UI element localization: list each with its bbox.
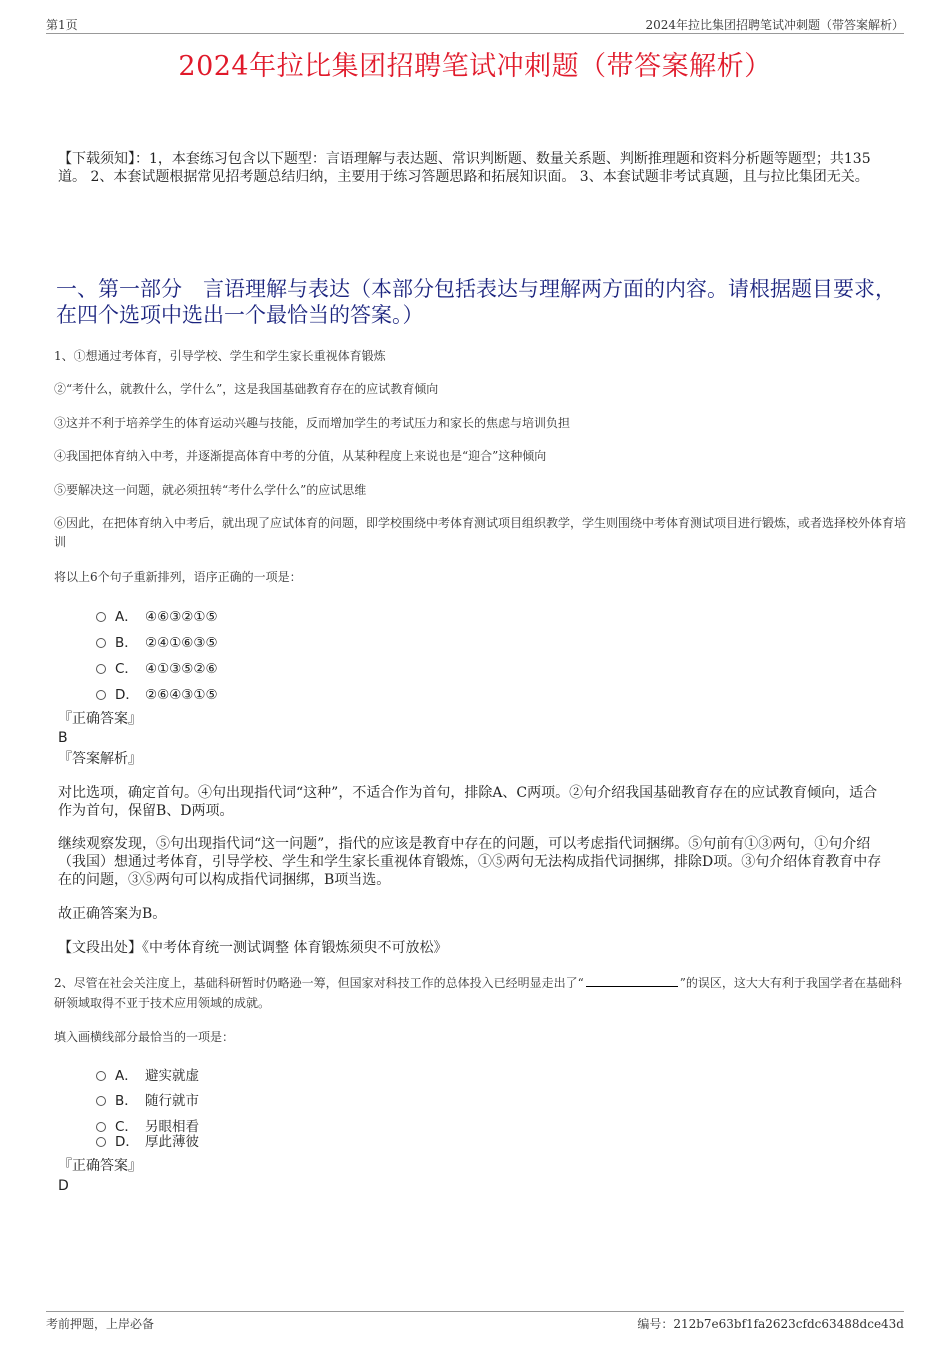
q2-answer-label: 『正确答案』 — [58, 1158, 142, 1174]
q1-analysis-label: 『答案解析』 — [58, 751, 142, 767]
q1-sentence-3: ③这并不利于培养学生的体育运动兴趣与技能，反而增加学生的考试压力和家长的焦虑与培训负担 — [54, 416, 571, 430]
q1-option-a[interactable]: A． ④⑥③②①⑤ — [96, 605, 218, 625]
q2-option-c[interactable]: C． 另眼相看 — [96, 1115, 199, 1135]
q1-analysis-1: 对比选项，确定首句。④句出现指代词“这种”，不适合作为首句，排除A、C两项。②句介绍我国基础教育存在的应试教育倾向，适合作为首句，保留B、D两项。 — [58, 785, 878, 819]
q2-stem: 2、尽管在社会关注度上，基础科研暂时仍略逊一筹，但国家对科技工作的总体投入已经明显走出了“ ”的误区，这大大有利于我国学者在基础科研领域取得不亚于技术应用领域的成就。 — [54, 976, 902, 1010]
fill-blank — [586, 976, 678, 987]
q1-option-c[interactable]: C． ④①③⑤②⑥ — [96, 657, 218, 677]
header-doc-title: 2024年拉比集团招聘笔试冲刺题（带答案解析） — [645, 18, 904, 32]
page-number: 第1页 — [46, 18, 78, 32]
section-heading: 一、第一部分 言语理解与表达（本部分包括表达与理解两方面的内容。请根据题目要求，在四个选项中选出一个最恰当的答案。） — [56, 277, 896, 327]
q1-sentence-2: ②“考什么，就教什么，学什么”，这是我国基础教育存在的应试教育倾向 — [54, 382, 439, 396]
q2-prompt: 填入画横线部分最恰当的一项是： — [54, 1030, 235, 1044]
q1-answer: B — [58, 730, 68, 746]
q1-option-b[interactable]: B． ②④①⑥③⑤ — [96, 631, 218, 651]
footer-rule — [46, 1311, 904, 1312]
header-rule — [46, 33, 904, 34]
radio-icon[interactable] — [96, 690, 106, 700]
q1-analysis-3: 故正确答案为B。 — [58, 906, 167, 922]
radio-icon[interactable] — [96, 1071, 106, 1081]
download-notice: 【下载须知】：1，本套练习包含以下题型：言语理解与表达题、常识判断题、数量关系题、判断推理题和资料分析题等题型；共135道。 2、本套试题根据常见招考题总结归纳，主要用于练习答题思路和拓展知识面。 3、本套试题非考试真题，且与拉比集团无关。 — [58, 151, 871, 185]
q1-sentence-6: ⑥因此，在把体育纳入中考后，就出现了应试体育的问题，即学校围绕中考体育测试项目组织教学，学生则围绕中考体育测试项目进行锻炼，或者选择校外体育培训 — [54, 516, 907, 549]
radio-icon[interactable] — [96, 612, 106, 622]
page-title: 2024年拉比集团招聘笔试冲刺题（带答案解析） — [178, 51, 772, 82]
radio-icon[interactable] — [96, 1137, 106, 1147]
radio-icon[interactable] — [96, 1096, 106, 1106]
q1-source: 【文段出处】《中考体育统一测试调整 体育锻炼须臾不可放松》 — [58, 940, 448, 956]
q2-answer: D — [58, 1178, 69, 1194]
q1-prompt: 将以上6个句子重新排列，语序正确的一项是： — [54, 570, 302, 584]
q1-sentence-4: ④我国把体育纳入中考，并逐渐提高体育中考的分值，从某种程度上来说也是“迎合”这种倾向 — [54, 449, 547, 463]
document-id: 编号：212b7e63bf1fa2623cfdc63488dce43d — [637, 1317, 904, 1331]
q2-option-a[interactable]: A． 避实就虚 — [96, 1064, 199, 1084]
q1-option-d[interactable]: D． ②⑥④③①⑤ — [96, 683, 218, 703]
q1-sentence-1: 1、①想通过考体育，引导学校、学生和学生家长重视体育锻炼 — [54, 349, 386, 363]
footer-slogan: 考前押题，上岸必备 — [46, 1317, 155, 1331]
radio-icon[interactable] — [96, 638, 106, 648]
q2-option-b[interactable]: B． 随行就市 — [96, 1089, 199, 1109]
q1-answer-label: 『正确答案』 — [58, 711, 142, 727]
q2-option-d[interactable]: D． 厚此薄彼 — [96, 1130, 199, 1150]
radio-icon[interactable] — [96, 664, 106, 674]
q1-analysis-2: 继续观察发现，⑤句出现指代词“这一问题”，指代的应该是教育中存在的问题，可以考虑指代词捆绑。⑤句前有①③两句，①句介绍（我国）想通过考体育，引导学校、学生和学生家长重视体育锻炼，①⑤两句无法构成指代词捆绑，排除D项。③句介绍体育教育中存在的问题，③⑤两句可以构成指代词捆绑，B项当选。 — [58, 836, 882, 888]
q1-sentence-5: ⑤要解决这一问题，就必须扭转“考什么学什么”的应试思维 — [54, 483, 367, 497]
